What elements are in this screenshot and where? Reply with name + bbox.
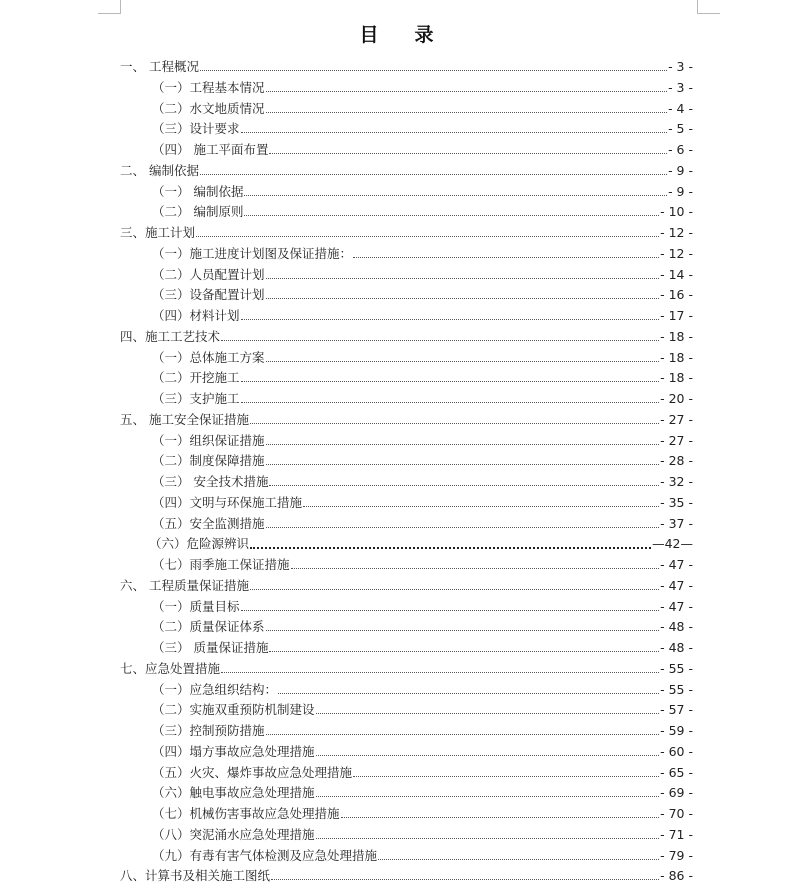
toc-entry-label: （一）工程基本情况 bbox=[152, 79, 265, 95]
toc-dot-leader bbox=[316, 755, 660, 756]
toc-dot-leader bbox=[269, 651, 659, 652]
crop-mark-right-horizontal bbox=[697, 13, 720, 14]
toc-entry[interactable] bbox=[0, 429, 693, 449]
crop-mark-left-horizontal bbox=[98, 13, 121, 14]
toc-dot-leader bbox=[200, 174, 667, 175]
toc-dot-leader bbox=[250, 547, 651, 549]
toc-entry-page-number: - 18 - bbox=[660, 349, 693, 365]
toc-entry[interactable] bbox=[0, 781, 693, 801]
toc-entry-page-number: - 4 - bbox=[668, 100, 693, 116]
toc-entry[interactable] bbox=[0, 180, 693, 200]
toc-entry-label: （四） 施工平面布置 bbox=[152, 142, 269, 157]
toc-entry[interactable] bbox=[0, 221, 693, 241]
toc-entry-label: 七、应急处置措施 bbox=[120, 660, 221, 676]
toc-entry[interactable] bbox=[0, 242, 693, 262]
toc-entry-label: （一） 编制依据 bbox=[152, 183, 244, 199]
toc-entry[interactable] bbox=[0, 761, 693, 781]
toc-entry-page-number: - 3 - bbox=[668, 59, 693, 74]
toc-entry-label: 五、 施工安全保证措施 bbox=[120, 411, 249, 427]
toc-title-left: 目 bbox=[359, 24, 381, 46]
toc-entry[interactable] bbox=[0, 97, 693, 117]
toc-entry-label: （三）支护施工 bbox=[152, 391, 240, 406]
toc-dot-leader bbox=[266, 91, 668, 92]
toc-dot-leader bbox=[244, 195, 667, 196]
toc-entry[interactable] bbox=[0, 636, 693, 656]
toc-entry-page-number: —42— bbox=[652, 536, 693, 552]
toc-entry[interactable] bbox=[0, 698, 693, 718]
toc-entry[interactable] bbox=[0, 346, 693, 366]
toc-entry[interactable] bbox=[0, 678, 693, 698]
toc-dot-leader bbox=[250, 589, 659, 590]
toc-entry-page-number: - 47 - bbox=[660, 557, 693, 572]
toc-entry-page-number: - 10 - bbox=[660, 204, 693, 220]
toc-entry-label: 四、施工工艺技术 bbox=[120, 328, 221, 344]
toc-entry-page-number: - 9 - bbox=[668, 183, 693, 199]
toc-entry-page-number: - 69 - bbox=[660, 785, 693, 801]
toc-entry-label: （二）实施双重预防机制建设 bbox=[152, 702, 315, 718]
toc-dot-leader bbox=[241, 319, 660, 320]
toc-entry[interactable] bbox=[0, 574, 693, 594]
toc-dot-leader bbox=[266, 112, 668, 113]
toc-entry-page-number: - 60 - bbox=[660, 743, 693, 759]
toc-dot-leader bbox=[316, 713, 660, 714]
toc-entry[interactable] bbox=[0, 844, 693, 864]
toc-dot-leader bbox=[241, 381, 660, 382]
toc-entry[interactable] bbox=[0, 366, 693, 386]
toc-entry-label: （三） 安全技术措施 bbox=[152, 474, 269, 489]
toc-entry-label: （七）机械伤害事故应急处理措施 bbox=[152, 806, 340, 821]
toc-entry-label: 六、 工程质量保证措施 bbox=[120, 577, 249, 593]
toc-entry-page-number: - 37 - bbox=[660, 515, 693, 531]
toc-entry-label: （二）质量保证体系 bbox=[152, 619, 265, 635]
toc-dot-leader bbox=[250, 423, 659, 424]
toc-entry[interactable] bbox=[0, 304, 693, 324]
toc-entry[interactable] bbox=[0, 553, 693, 573]
toc-entry[interactable] bbox=[0, 117, 693, 137]
toc-dot-leader bbox=[241, 402, 660, 403]
toc-entry-page-number: - 47 - bbox=[660, 598, 693, 614]
toc-dot-leader bbox=[241, 610, 660, 611]
toc-entry[interactable] bbox=[0, 864, 693, 884]
toc-entry-label: （八）突泥涌水应急处理措施 bbox=[152, 826, 315, 842]
toc-dot-leader bbox=[316, 796, 660, 797]
toc-entry-page-number: - 65 - bbox=[660, 764, 693, 780]
toc-entry-label: （三） 质量保证措施 bbox=[152, 640, 269, 655]
toc-dot-leader bbox=[278, 693, 659, 694]
toc-entry-page-number: - 28 - bbox=[660, 453, 693, 469]
toc-entry-page-number: - 5 - bbox=[668, 121, 693, 137]
toc-title-right: 录 bbox=[414, 24, 436, 46]
toc-entry[interactable] bbox=[0, 449, 693, 469]
toc-entry[interactable] bbox=[0, 595, 693, 615]
toc-entry-label: （二） 编制原则 bbox=[152, 204, 244, 220]
toc-dot-leader bbox=[241, 132, 668, 133]
toc-entry[interactable] bbox=[0, 470, 693, 490]
toc-entry-label: （一）应急组织结构： bbox=[152, 681, 278, 697]
toc-entry-label: （一）总体施工方案 bbox=[152, 349, 265, 365]
toc-entry-label: （六）危险源辨识 bbox=[149, 536, 250, 552]
toc-entry-label: （三）设备配置计划 bbox=[152, 287, 265, 303]
toc-entry-label: （九）有毒有害气体检测及应急处理措施 bbox=[152, 847, 378, 863]
toc-entry-label: 一、 工程概况 bbox=[120, 59, 199, 74]
toc-entry[interactable] bbox=[0, 719, 693, 739]
toc-entry-page-number: - 71 - bbox=[660, 826, 693, 842]
toc-dot-leader bbox=[291, 568, 660, 569]
toc-entry[interactable] bbox=[0, 200, 693, 220]
toc-entry-page-number: - 18 - bbox=[660, 328, 693, 344]
toc-dot-leader bbox=[378, 859, 659, 860]
toc-entry[interactable] bbox=[0, 159, 693, 179]
toc-entry-label: （七）雨季施工保证措施 bbox=[152, 557, 290, 572]
toc-entry-page-number: - 70 - bbox=[660, 806, 693, 821]
toc-entry-page-number: - 32 - bbox=[660, 474, 693, 489]
toc-entry[interactable] bbox=[0, 802, 693, 822]
toc-dot-leader bbox=[266, 734, 660, 735]
toc-dot-leader bbox=[269, 153, 667, 154]
toc-entry[interactable] bbox=[0, 657, 693, 677]
toc-entry-label: （五）火灾、爆炸事故应急处理措施 bbox=[152, 764, 353, 780]
toc-dot-leader bbox=[221, 340, 659, 341]
toc-dot-leader bbox=[269, 485, 659, 486]
toc-entry[interactable] bbox=[0, 263, 693, 283]
toc-entry[interactable] bbox=[0, 76, 693, 96]
toc-entry-label: （一）质量目标 bbox=[152, 598, 240, 614]
toc-dot-leader bbox=[353, 257, 659, 258]
toc-entry-page-number: - 48 - bbox=[660, 640, 693, 655]
toc-entry-page-number: - 17 - bbox=[660, 308, 693, 323]
toc-entry-page-number: - 18 - bbox=[660, 370, 693, 386]
toc-entry-page-number: - 55 - bbox=[660, 660, 693, 676]
toc-entry-page-number: - 47 - bbox=[660, 577, 693, 593]
toc-entry-page-number: - 6 - bbox=[668, 142, 693, 157]
toc-entry-page-number: - 14 - bbox=[660, 266, 693, 282]
toc-entry-label: （二）人员配置计划 bbox=[152, 266, 265, 282]
toc-entry[interactable] bbox=[0, 740, 693, 760]
toc-entry-page-number: - 12 - bbox=[660, 245, 693, 261]
toc-entry-label: （四）文明与环保施工措施 bbox=[152, 494, 303, 510]
toc-entry-page-number: - 55 - bbox=[660, 681, 693, 697]
toc-entry-label: （二）开挖施工 bbox=[152, 370, 240, 386]
toc-entry[interactable] bbox=[0, 408, 693, 428]
toc-entry-label: （二）水文地质情况 bbox=[152, 100, 265, 116]
toc-entry-label: （一）组织保证措施 bbox=[152, 432, 265, 448]
toc-dot-leader bbox=[266, 278, 660, 279]
toc-title bbox=[0, 20, 795, 47]
toc-entry-page-number: - 86 - bbox=[660, 868, 693, 884]
toc-dot-leader bbox=[303, 506, 659, 507]
toc-dot-leader bbox=[266, 361, 660, 362]
toc-entry[interactable] bbox=[0, 138, 693, 158]
toc-entry-label: （二）制度保障措施 bbox=[152, 453, 265, 469]
toc-dot-leader bbox=[244, 215, 659, 216]
toc-entry-label: 二、 编制依据 bbox=[120, 162, 199, 178]
toc-dot-leader bbox=[353, 776, 659, 777]
toc-entry[interactable] bbox=[0, 387, 693, 407]
toc-entry-page-number: - 20 - bbox=[660, 391, 693, 406]
toc-dot-leader bbox=[221, 672, 659, 673]
toc-entry-label: （四）材料计划 bbox=[152, 308, 240, 323]
toc-entry-label: （五）安全监测措施 bbox=[152, 515, 265, 531]
toc-entry-page-number: - 12 - bbox=[660, 225, 693, 240]
toc-entry[interactable] bbox=[0, 283, 693, 303]
crop-mark-right-vertical bbox=[697, 0, 698, 13]
crop-mark-left-vertical bbox=[120, 0, 121, 13]
toc-dot-leader bbox=[266, 464, 660, 465]
toc-entry-page-number: - 3 - bbox=[668, 79, 693, 95]
toc-entry[interactable] bbox=[0, 823, 693, 843]
toc-dot-leader bbox=[200, 70, 667, 71]
toc-entry-label: （三）控制预防措施 bbox=[152, 723, 265, 738]
toc-entry-page-number: - 35 - bbox=[660, 494, 693, 510]
toc-entry[interactable] bbox=[0, 615, 693, 635]
toc-entry-label: 三、施工计划 bbox=[120, 225, 196, 240]
toc-entry-page-number: - 27 - bbox=[660, 411, 693, 427]
toc-entry-label: （四）塌方事故应急处理措施 bbox=[152, 743, 315, 759]
toc-entry-label: 八、计算书及相关施工图纸 bbox=[120, 868, 271, 884]
toc-dot-leader bbox=[316, 838, 660, 839]
toc-entry[interactable] bbox=[0, 55, 693, 75]
toc-dot-leader bbox=[196, 236, 659, 237]
toc-dot-leader bbox=[266, 444, 660, 445]
toc-entry[interactable] bbox=[0, 325, 693, 345]
toc-entry-page-number: - 59 - bbox=[660, 723, 693, 738]
toc-entry-page-number: - 9 - bbox=[668, 162, 693, 178]
toc-entry-page-number: - 16 - bbox=[660, 287, 693, 303]
toc-dot-leader bbox=[341, 817, 660, 818]
toc-dot-leader bbox=[266, 527, 660, 528]
toc-entry-page-number: - 48 - bbox=[660, 619, 693, 635]
toc-entry-page-number: - 57 - bbox=[660, 702, 693, 718]
toc-entry-page-number: - 27 - bbox=[660, 432, 693, 448]
toc-entry-page-number: - 79 - bbox=[660, 847, 693, 863]
toc-entry-label: （三）设计要求 bbox=[152, 121, 240, 137]
toc-entry[interactable] bbox=[0, 532, 693, 552]
toc-dot-leader bbox=[266, 630, 660, 631]
toc-entry-label: （一）施工进度计划图及保证措施： bbox=[152, 245, 353, 261]
toc-entry-label: （六）触电事故应急处理措施 bbox=[152, 785, 315, 801]
toc-entry[interactable] bbox=[0, 512, 693, 532]
toc-entry[interactable] bbox=[0, 491, 693, 511]
toc-dot-leader bbox=[271, 879, 659, 880]
toc-dot-leader bbox=[266, 298, 660, 299]
